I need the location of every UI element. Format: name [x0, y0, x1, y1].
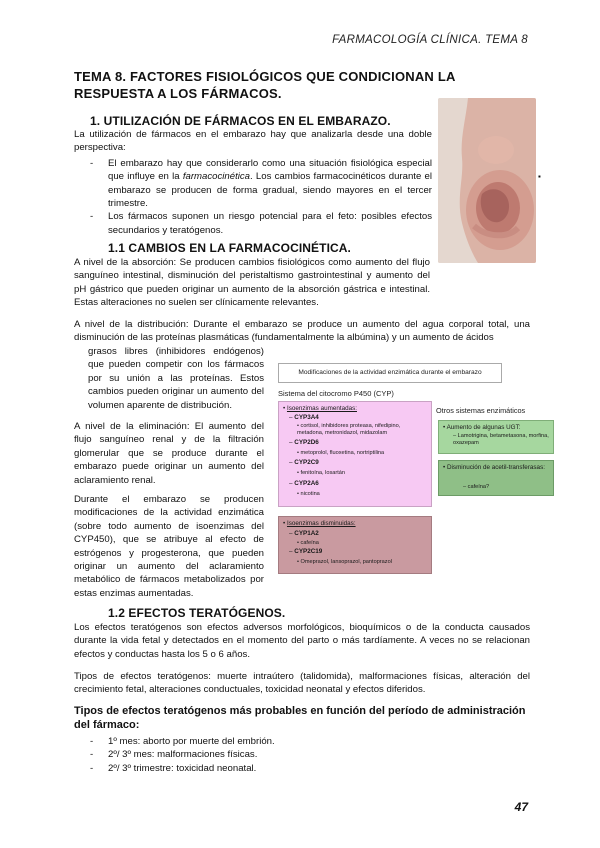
- decreased-isoenzymes-box: [278, 516, 432, 574]
- teratogenic-types: Tipos de efectos teratógenos: muerte intraútero (talidomida), malformaciones físicas, alteración del crecimiento fetal, alteraciones conductuales, toxicidad neonatal y efectos diferidos.: [74, 671, 530, 696]
- cyp3a4-label: – CYP3A4: [289, 414, 319, 421]
- teratogenic-period-list: [74, 735, 530, 775]
- cyp1a2-drugs: • cafeína: [297, 540, 319, 546]
- cyp2c19-drugs: • Omeprazol, lansoprazol, pantoprazol: [297, 559, 392, 565]
- page-number: 47: [514, 800, 528, 814]
- section-heading-1-2: 1.2 EFECTOS TERATÓGENOS.: [108, 606, 286, 620]
- figure-title: Modificaciones de la actividad enzimática durante el embarazo: [278, 363, 502, 383]
- acetyl-label: • Disminución de acetil-transferasas:: [443, 464, 545, 471]
- list-item: - 1º mes: aborto por muerte del embrión.: [74, 735, 530, 748]
- decreased-label: • Isoenzimas disminuidas:: [283, 520, 356, 527]
- increased-isoenzymes-box: [278, 401, 432, 507]
- cyp2c9-drugs: • fenitoína, losartán: [297, 470, 345, 476]
- cyp2a6-label: – CYP2A6: [289, 480, 319, 487]
- section-heading-1-1: 1.1 CAMBIOS EN LA FARMACOCINÉTICA.: [108, 241, 351, 255]
- running-header: FARMACOLOGÍA CLÍNICA. TEMA 8: [332, 34, 528, 46]
- section-1-intro: La utilización de fármacos en el embarazo hay que analizarla desde una doble perspectiva:: [74, 129, 432, 154]
- pregnant-woman-illustration: [438, 98, 536, 263]
- list-item: - Los fármacos suponen un riesgo potencial para el feto: posibles efectos secundarios y teratógenos.: [74, 210, 432, 237]
- cyp-system-label: Sistema del citocromo P450 (CYP): [278, 389, 394, 398]
- teratogenic-definition: Los efectos teratógenos son efectos adversos morfológicos, bioquímicos o de la conducta causados durante la vida fetal y detectados en el momento del parto o más tardíamente. A veces no se relacionan efectos y conductas hasta los 5 o 6 años.: [74, 622, 530, 660]
- distribution-paragraph-cont: grasos libres (inhibidores endógenos) que pueden competir con los fármacos por su unión a las proteínas. Estos cambios pueden originar un aumento del volumen aparente de distribución.: [88, 346, 264, 411]
- section-heading-1: 1. UTILIZACIÓN DE FÁRMACOS EN EL EMBARAZO.: [90, 114, 391, 128]
- bullet-text: . Los cambios farmacocinéticos durante el embarazo se producen de forma gradual, siendo mayores en el tercer trimestre.: [108, 171, 433, 210]
- cyp2a6-drugs: • nicotina: [297, 491, 320, 497]
- page-title: TEMA 8. FACTORES FISIOLÓGICOS QUE CONDICIONAN LA RESPUESTA A LOS FÁRMACOS.: [74, 69, 456, 101]
- ugt-label: • Aumento de algunas UGT:: [443, 424, 521, 431]
- section-1-body: [74, 128, 432, 237]
- list-item: - 2º/ 3º mes: malformaciones físicas.: [74, 748, 530, 761]
- cyp2c9-label: – CYP2C9: [289, 459, 319, 466]
- elimination-paragraph: A nivel de la eliminación: El aumento del flujo sanguíneo renal y de la filtración glomerular que se produce durante el embarazo puede originar un aumento del aclaramiento renal.: [74, 421, 264, 486]
- ugt-drugs: – Lamotrigina, betametasona, morfina, oxazepam: [453, 433, 549, 446]
- enzyme-paragraph: Durante el embarazo se producen modificaciones de la actividad enzimática (sobre todo aumento de isoenzimas del CYP450), que se atribuye al efecto de estrógenos y progesterona, que pueden originar un aumento del aclaramiento metabólico de fármacos metabolizados por estas enzimas aumentadas.: [74, 494, 264, 599]
- acetyltransferase-box: [438, 460, 554, 496]
- photo-marker: ▪: [538, 172, 541, 181]
- absorption-paragraph: A nivel de la absorción: Se producen cambios fisiológicos como aumento del flujo sanguíneo intestinal, disminución del peristaltismo gastrointestinal y aumento del pH gástrico que pueden originar un aumento de la absorción gástrica e intestinal. Estas alteraciones no suelen ser clínicamente relevantes.: [74, 257, 430, 309]
- distribution-paragraph: A nivel de la distribución: Durante el embarazo se produce un aumento del agua corporal total, una disminución de las proteínas plasmáticas (fundamentalmente la albúmina) y un aumento de ácidos: [74, 319, 530, 344]
- ugt-box: [438, 420, 554, 454]
- bullet-text: El embarazo hay que considerarlo como una situación fisiológica especial que influye en la: [108, 157, 432, 183]
- acetyl-drugs: – cafeína?: [463, 484, 490, 490]
- list-item: - 2º/ 3º trimestre: toxicidad neonatal.: [74, 762, 530, 775]
- teratogenic-subheading: Tipos de efectos teratógenos más probables en función del período de administración del fármaco:: [74, 705, 526, 731]
- other-systems-label: Otros sistemas enzimáticos: [436, 406, 526, 415]
- cyp3a4-drugs: • cortisol, inhibidores proteasa, nifedipino, metadona, metronidazol, midazolam: [297, 423, 401, 436]
- bullet-emphasis: farmacocinética: [182, 171, 250, 183]
- cyp2d6-label: – CYP2D6: [289, 439, 319, 446]
- enzyme-activity-figure: [272, 360, 562, 582]
- list-item: [74, 157, 432, 211]
- increased-label: • Isoenzimas aumentadas:: [283, 405, 357, 412]
- cyp1a2-label: – CYP1A2: [289, 530, 319, 537]
- cyp2c19-label: – CYP2C19: [289, 548, 323, 555]
- cyp2d6-drugs: • metoprolol, fluoxetina, nortriptilina: [297, 450, 385, 456]
